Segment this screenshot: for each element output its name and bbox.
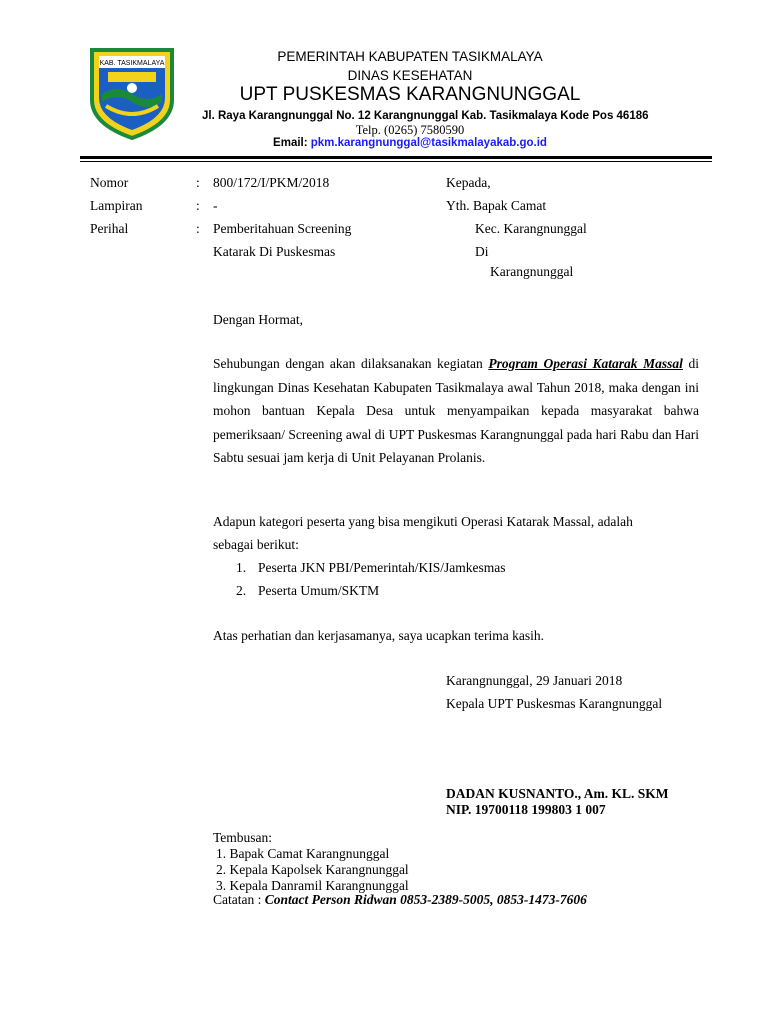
list-item: Peserta Umum/SKTM bbox=[258, 583, 380, 598]
perihal-label: Perihal bbox=[90, 221, 129, 236]
recipient-kec: Kec. Karangnunggal bbox=[475, 221, 587, 236]
tembusan-item: 3. Kepala Danramil Karangnunggal bbox=[216, 878, 409, 893]
kabupaten-logo bbox=[82, 42, 182, 142]
catatan-contact: Contact Person Ridwan 0853-2389-5005, 0853-1473-7606 bbox=[264, 892, 587, 907]
perihal-value-line2: Katarak Di Puskesmas bbox=[213, 244, 336, 259]
catatan-label: Catatan : bbox=[213, 892, 265, 907]
closing-sentence: Atas perhatian dan kerjasamanya, saya ucapkan terima kasih. bbox=[213, 628, 544, 643]
letterhead-line1: PEMERINTAH KABUPATEN TASIKMALAYA bbox=[277, 49, 543, 64]
recipient-kepada: Kepada, bbox=[446, 175, 491, 190]
letterhead-email-line bbox=[180, 137, 640, 149]
email-link[interactable]: pkm.karangnunggal@tasikmalayakab.go.id bbox=[310, 137, 547, 149]
list-item: Peserta JKN PBI/Pemerintah/KIS/Jamkesmas bbox=[258, 560, 506, 575]
tembusan-item: 2. Kepala Kapolsek Karangnunggal bbox=[216, 862, 409, 877]
catatan-line bbox=[213, 892, 587, 908]
nomor-label: Nomor bbox=[90, 175, 129, 190]
perihal-value-line1: Pemberitahuan Screening bbox=[213, 221, 352, 236]
body-p2-line1: Adapun kategori peserta yang bisa mengikuti Operasi Katarak Massal, adalah bbox=[213, 514, 633, 529]
recipient-place: Karangnunggal bbox=[490, 264, 574, 279]
program-name: Program Operasi Katarak Massal bbox=[488, 356, 683, 371]
body-p2-line2: sebagai berikut: bbox=[213, 537, 299, 552]
tembusan-item: 1. Bapak Camat Karangnunggal bbox=[216, 846, 390, 861]
email-label: Email: bbox=[273, 137, 311, 149]
letterhead-phone: Telp. (0265) 7580590 bbox=[355, 123, 465, 137]
lampiran-label: Lampiran bbox=[90, 198, 143, 213]
greeting: Dengan Hormat, bbox=[213, 312, 303, 327]
nomor-value: 800/172/I/PKM/2018 bbox=[213, 175, 330, 190]
list-item-num: 2. bbox=[236, 583, 247, 598]
list-item-num: 1. bbox=[236, 560, 247, 575]
signature-title: Kepala UPT Puskesmas Karangnunggal bbox=[446, 696, 663, 711]
lampiran-colon: : bbox=[196, 198, 200, 213]
perihal-colon: : bbox=[196, 221, 200, 236]
signature-nip: NIP. 19700118 199803 1 007 bbox=[446, 802, 606, 817]
body-p1-rest: di lingkungan Dinas Kesehatan Kabupaten Tasikmalaya awal Tahun 2018, maka dengan ini mohon bantuan Kepala Desa untuk menyampaikan kepada masyarakat bahwa pemeriksaan/ Screening awal di UPT Puskesmas Karangnunggal pada hari Rabu dan Hari Sabtu sesuai jam kerja di Unit Pelayanan Prolanis. bbox=[213, 356, 699, 466]
letterhead-line3: UPT PUSKESMAS KARANGNUNGGAL bbox=[239, 84, 581, 105]
letterhead-line2: DINAS KESEHATAN bbox=[347, 68, 473, 83]
body-paragraph bbox=[213, 352, 699, 470]
recipient-yth: Yth. Bapak Camat bbox=[446, 198, 547, 213]
signature-date: Karangnunggal, 29 Januari 2018 bbox=[446, 673, 623, 688]
letterhead-rule-thick bbox=[80, 156, 712, 159]
recipient-di: Di bbox=[475, 244, 489, 259]
letterhead-address: Jl. Raya Karangnunggal No. 12 Karangnunggal Kab. Tasikmalaya Kode Pos 46186 bbox=[202, 110, 649, 122]
nomor-colon: : bbox=[196, 175, 200, 190]
body-p1-start: Sehubungan dengan akan dilaksanakan kegiatan bbox=[213, 356, 489, 371]
lampiran-value: - bbox=[213, 198, 218, 213]
tembusan-label: Tembusan: bbox=[213, 830, 273, 845]
letterhead-rule-thin bbox=[80, 161, 712, 162]
logo-text: KAB. TASIKMALAYA bbox=[99, 60, 165, 67]
signature-name: DADAN KUSNANTO., Am. KL. SKM bbox=[446, 786, 669, 801]
